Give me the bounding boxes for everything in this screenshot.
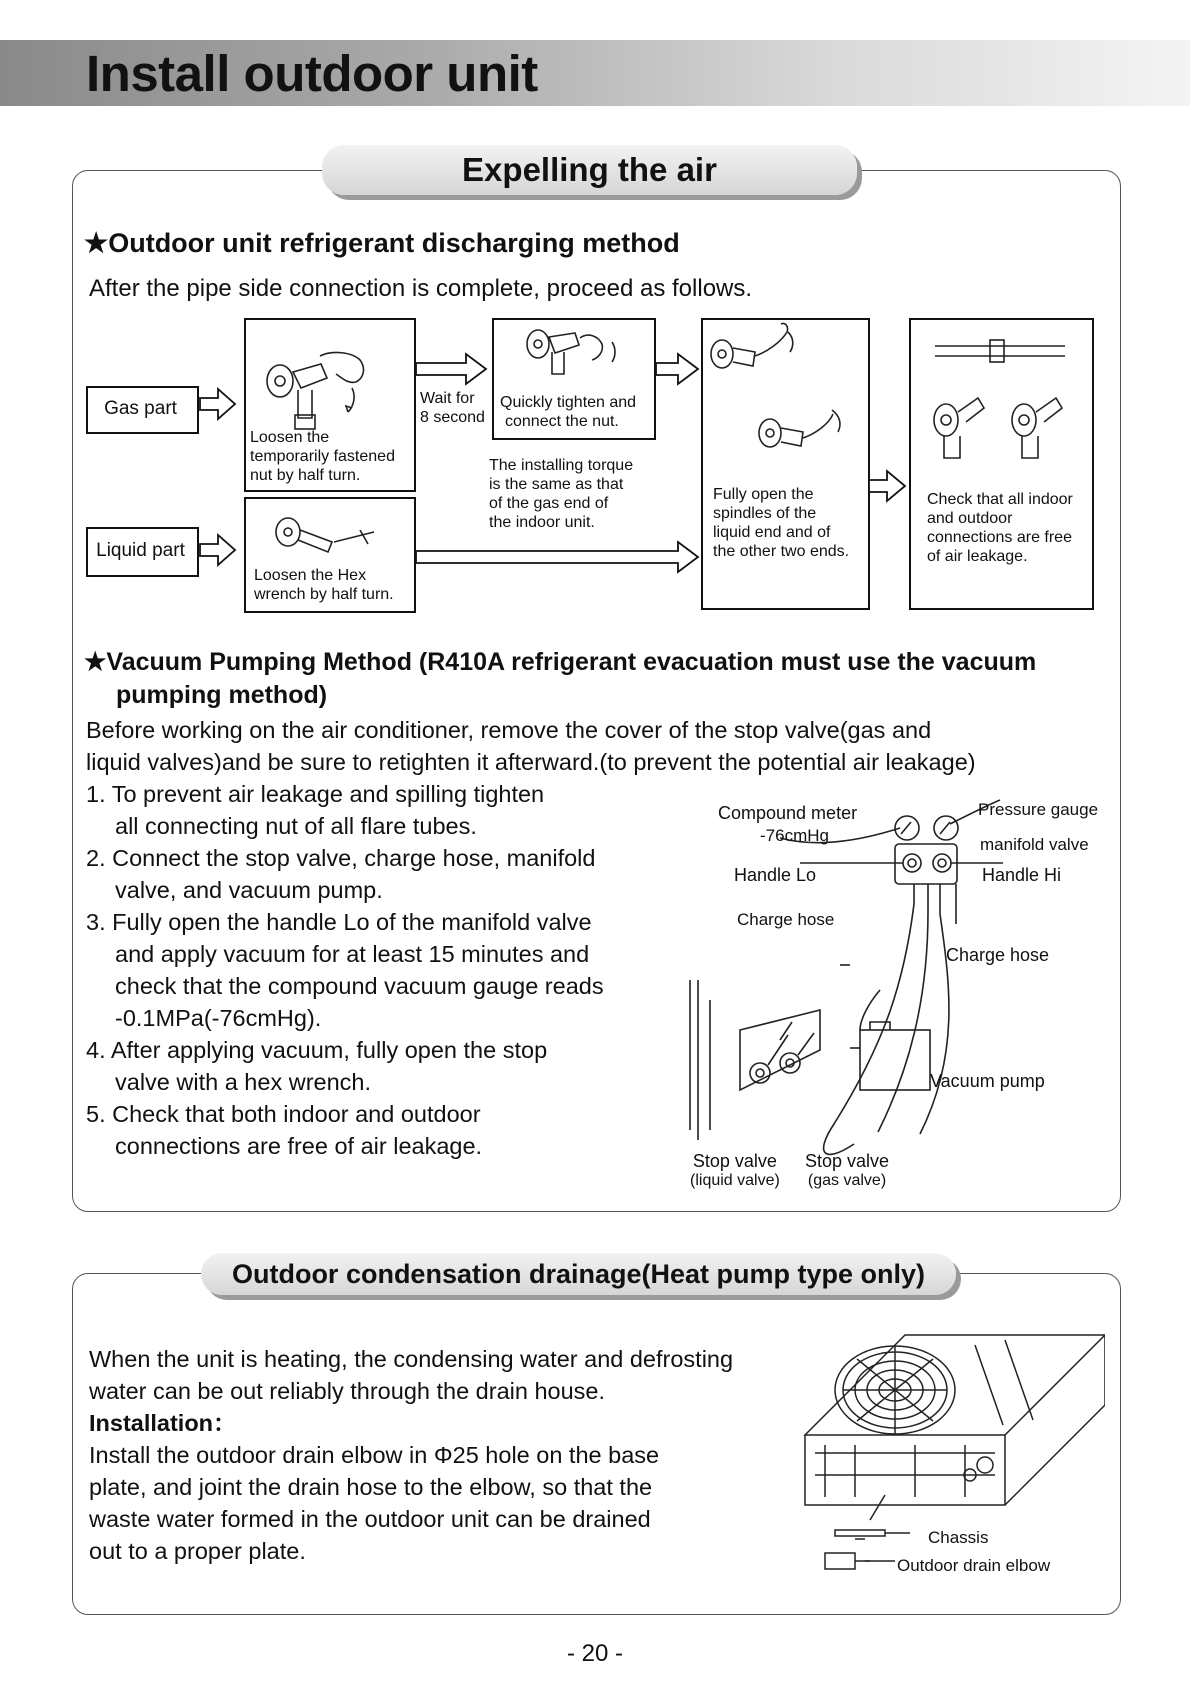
handle-hi-label: Handle Hi xyxy=(982,865,1062,885)
chassis-label: Chassis xyxy=(928,1528,989,1547)
drainage-title: Outdoor condensation drainage(Heat pump type only) xyxy=(201,1253,956,1295)
expelling-title: Expelling the air xyxy=(322,145,857,195)
discharge-diagram xyxy=(0,0,1190,640)
discharge-intro: After the pipe side connection is complete, proceed as follows. xyxy=(89,275,753,302)
discharge-arrows xyxy=(0,0,1190,640)
charge-hose-left-label: Charge hose xyxy=(737,910,835,929)
liquid-loosen-text: Loosen the Hex wrench by half turn. xyxy=(254,567,394,603)
pressure-gauge-label: Pressure gauge xyxy=(978,800,1099,819)
arrow-icon xyxy=(656,354,698,384)
gas-loosen-text: Loosen the temporarily fastened nut by half turn. xyxy=(250,429,395,484)
gas-part-label: Gas part xyxy=(104,398,177,419)
manifold-valve-label: manifold valve xyxy=(980,835,1089,854)
liquid-part-label: Liquid part xyxy=(96,540,185,561)
step-4: 4. After applying vacuum, fully open the stop valve with a hex wrench. xyxy=(86,1037,548,1095)
arrow-icon xyxy=(200,535,235,565)
fan-icon xyxy=(835,1346,955,1434)
vacuum-pump-label: Vacuum pump xyxy=(930,1071,1045,1091)
arrow-icon xyxy=(200,389,235,419)
vacuum-intro: Before working on the air conditioner, remove the cover of the stop valve(gas and liquid valves)and be sure to retighten it afterward.(to prevent the potential air leakage) xyxy=(86,717,976,775)
discharge-heading: ★Outdoor unit refrigerant discharging method xyxy=(84,228,680,258)
cmhg-label: -76cmHg xyxy=(760,826,829,845)
step-3: 3. Fully open the handle Lo of the manifold valve and apply vacuum for at least 15 minutes and check that the compound vacuum gauge reads -0.1MPa(-76cmHg). xyxy=(86,909,604,1031)
valve-sketch-icon xyxy=(267,323,1065,552)
tighten-text: Quickly tighten and connect the nut. xyxy=(500,394,637,430)
torque-text: The installing torque is the same as that of the gas end of the indoor unit. xyxy=(489,457,634,531)
wait-text: Wait for 8 second xyxy=(420,390,485,426)
step-1: 1. To prevent air leakage and spilling tighten all connecting nut of all flare tubes. xyxy=(86,781,545,839)
arrow-icon xyxy=(869,471,905,501)
charge-hose-right-label: Charge hose xyxy=(946,945,1050,965)
arrow-icon xyxy=(416,542,698,572)
page-title: Install outdoor unit xyxy=(86,45,538,102)
stop-valve-gas-label: Stop valve (gas valve) xyxy=(805,1151,890,1189)
step-2: 2. Connect the stop valve, charge hose, manifold valve, and vacuum pump. xyxy=(86,845,596,903)
drainage-text: When the unit is heating, the condensing water and defrosting water can be out reliably through the drain house. Installation： Install the outdoor drain elbow in Φ25 hole on the base plate, and joint the drain hose to the elbow, so that the waste water formed in the outdoor unit can be drained out to a proper plate. xyxy=(89,1346,734,1564)
page-number: - 20 - xyxy=(566,1640,623,1667)
handle-lo-label: Handle Lo xyxy=(734,865,817,885)
vacuum-heading: ★Vacuum Pumping Method (R410A refrigerant evacuation must use the vacuum pumping method) xyxy=(84,648,1037,709)
check-text: Check that all indoor and outdoor connections are free of air leakage. xyxy=(927,491,1073,565)
stop-valve-liquid-label: Stop valve (liquid valve) xyxy=(690,1151,780,1189)
drain-elbow-label: Outdoor drain elbow xyxy=(897,1556,1051,1575)
installation-label: Installation： xyxy=(89,1410,237,1436)
step-5: 5. Check that both indoor and outdoor connections are free of air leakage. xyxy=(86,1101,483,1159)
open-spindles-text: Fully open the spindles of the liquid end and of the other two ends. xyxy=(713,486,850,560)
arrow-icon xyxy=(416,354,486,384)
compound-meter-label: Compound meter xyxy=(718,803,858,823)
vacuum-steps xyxy=(86,778,604,1162)
